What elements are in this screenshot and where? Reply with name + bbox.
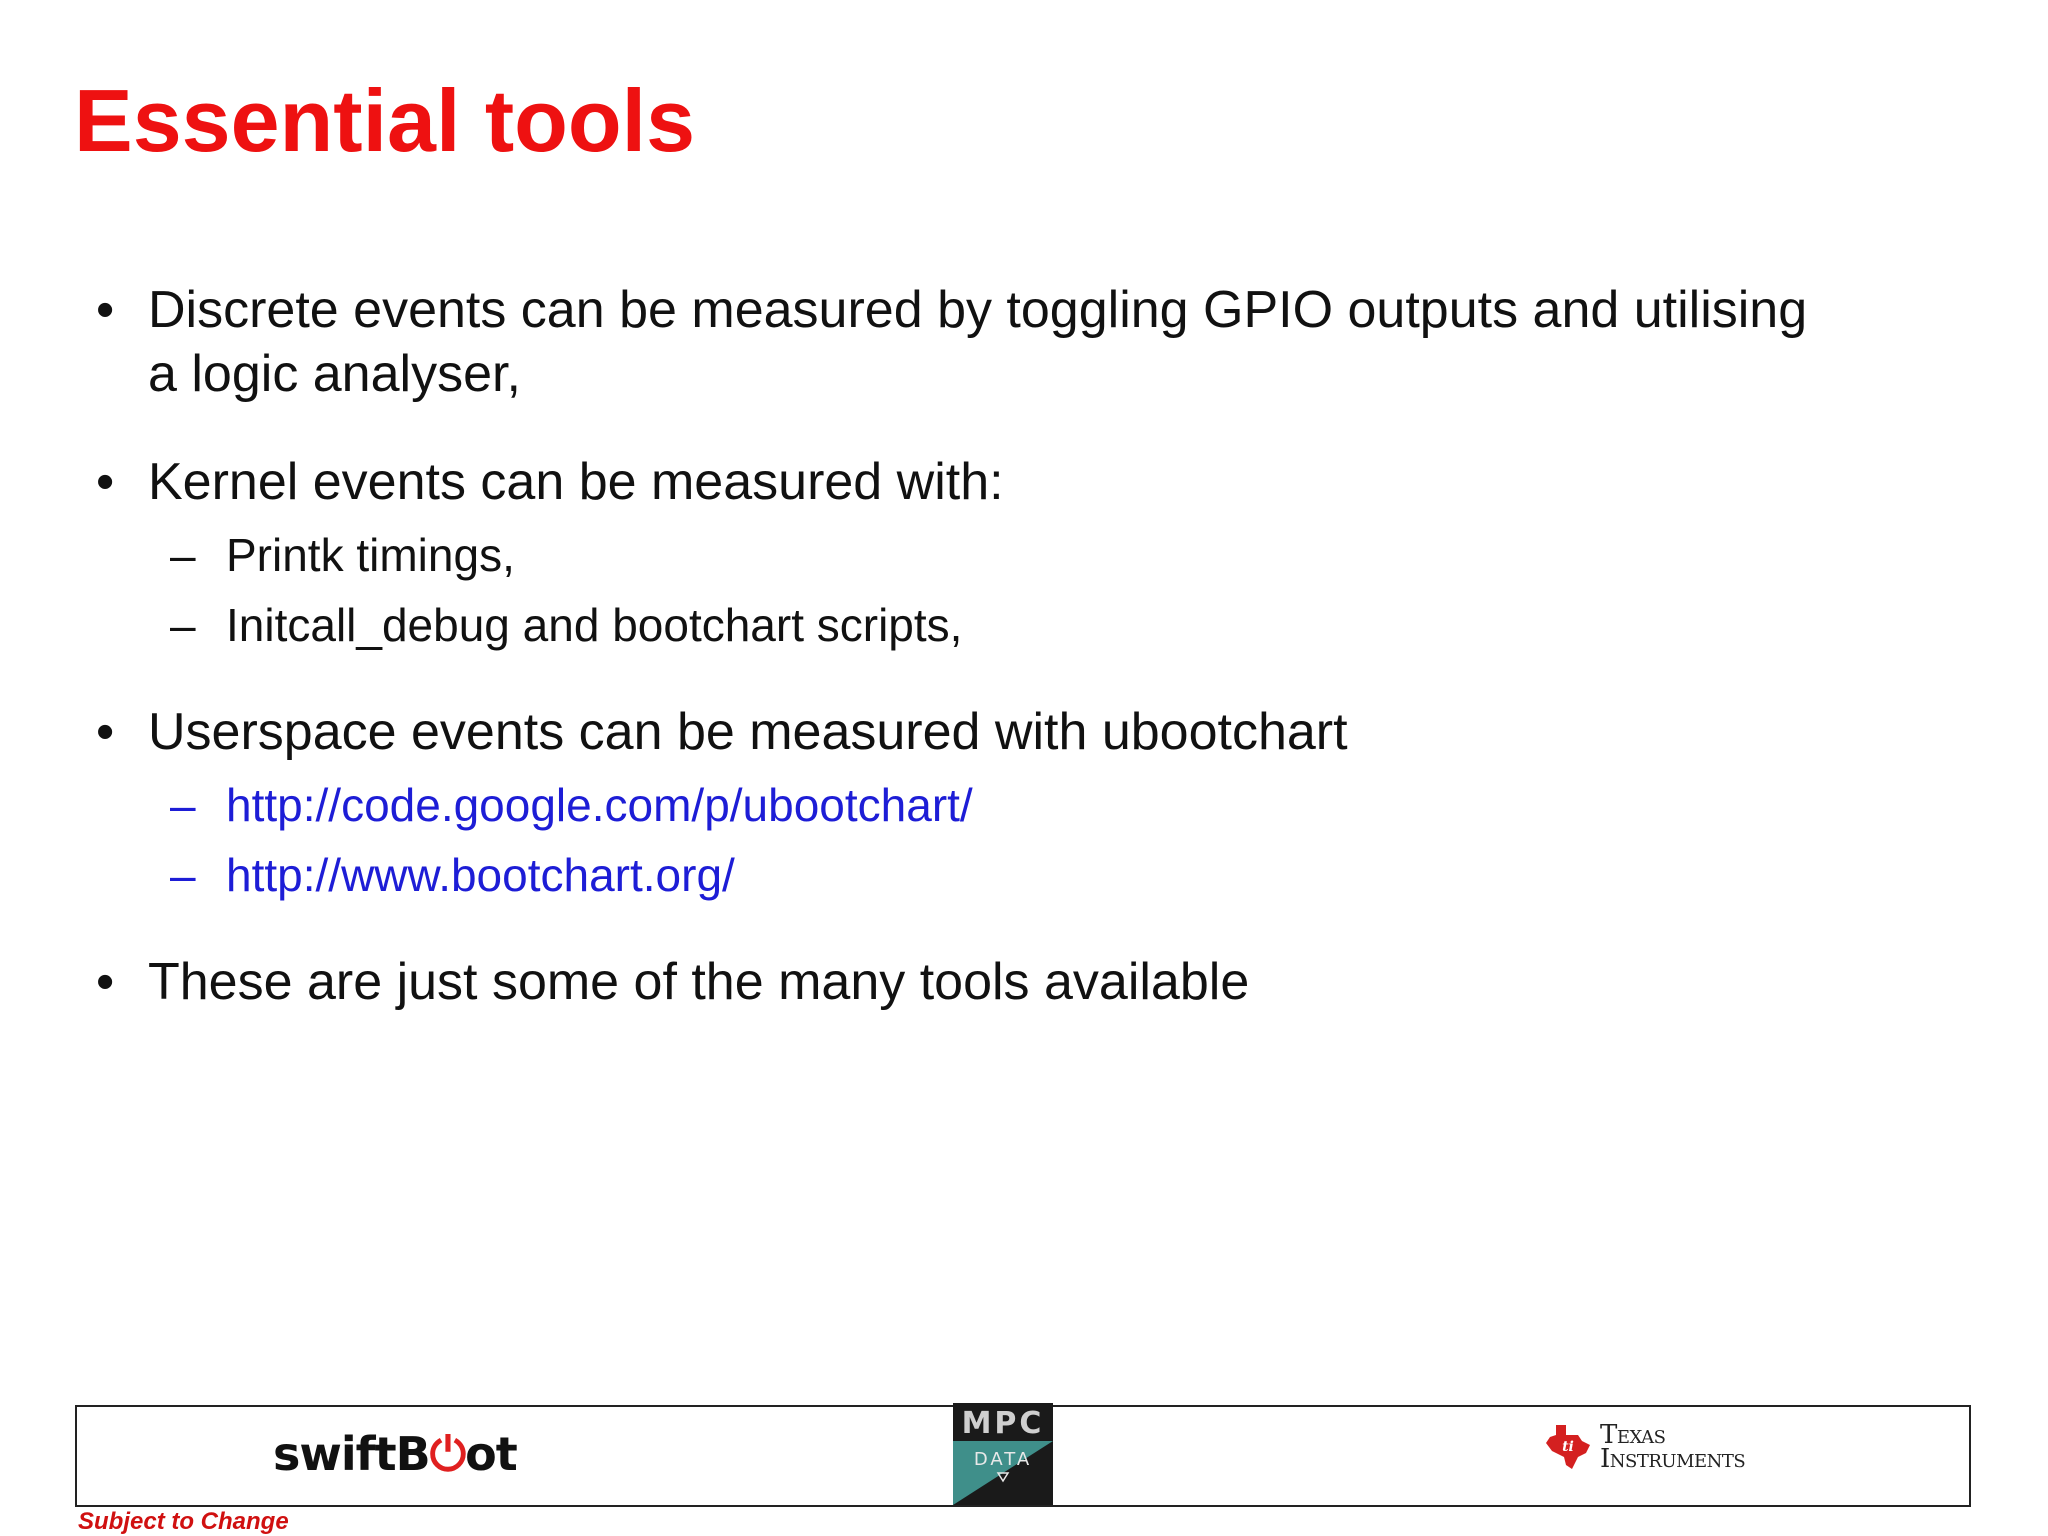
bullet-marker: •: [96, 453, 115, 511]
subject-to-change-note: Subject to Change: [78, 1508, 289, 1535]
bullet-marker: •: [96, 953, 115, 1011]
sub-text: Printk timings,: [226, 529, 515, 581]
link-text[interactable]: http://code.google.com/p/ubootchart/: [226, 779, 973, 831]
sub-item: [170, 597, 963, 653]
bullet-item: [96, 278, 1848, 406]
mpc-logo-text: MPC: [961, 1406, 1045, 1441]
bullet-text: These are just some of the many tools available: [148, 953, 1250, 1011]
mpc-data-logo: [953, 1403, 1053, 1505]
mpc-logo-data-text: DATA: [973, 1449, 1033, 1470]
swiftboot-logo: [273, 1427, 517, 1483]
slide-title: Essential tools: [74, 71, 696, 170]
link-text[interactable]: http://www.bootchart.org/: [226, 849, 735, 901]
swiftboot-logo-text-suffix: ot: [465, 1427, 517, 1481]
bullet-text: Userspace events can be measured with ubootchart: [148, 703, 1348, 761]
sub-marker: –: [170, 779, 196, 831]
sub-marker: –: [170, 529, 196, 581]
bullet-text: Discrete events can be measured by toggling GPIO outputs and utilising a logic analyser,: [148, 281, 1808, 403]
texas-instruments-logo: [1542, 1421, 1772, 1481]
ti-state-icon: [1542, 1421, 1594, 1473]
power-icon: ⏻: [429, 1427, 466, 1481]
sub-marker: –: [170, 599, 196, 651]
sub-text: Initcall_debug and bootchart scripts,: [226, 599, 963, 651]
bullet-item: [96, 950, 1848, 1014]
bullet-marker: •: [96, 703, 115, 761]
footer-logo-bar: [75, 1405, 1971, 1507]
svg-text:ti: ti: [1562, 1439, 1574, 1455]
bullet-item: [96, 450, 1848, 514]
ti-wordmark-line1: Texas: [1600, 1420, 1666, 1450]
link-item-bootchart[interactable]: [170, 847, 735, 903]
sub-item: [170, 527, 515, 583]
sub-marker: –: [170, 849, 196, 901]
link-item-ubootchart[interactable]: [170, 777, 973, 833]
bullet-text: Kernel events can be measured with:: [148, 453, 1004, 511]
bullet-marker: •: [96, 281, 115, 339]
swiftboot-logo-text-prefix: swiftB: [273, 1427, 430, 1481]
bullet-item: [96, 700, 1848, 764]
ti-wordmark: [1600, 1420, 1746, 1474]
ti-wordmark-line2: Instruments: [1600, 1444, 1746, 1474]
